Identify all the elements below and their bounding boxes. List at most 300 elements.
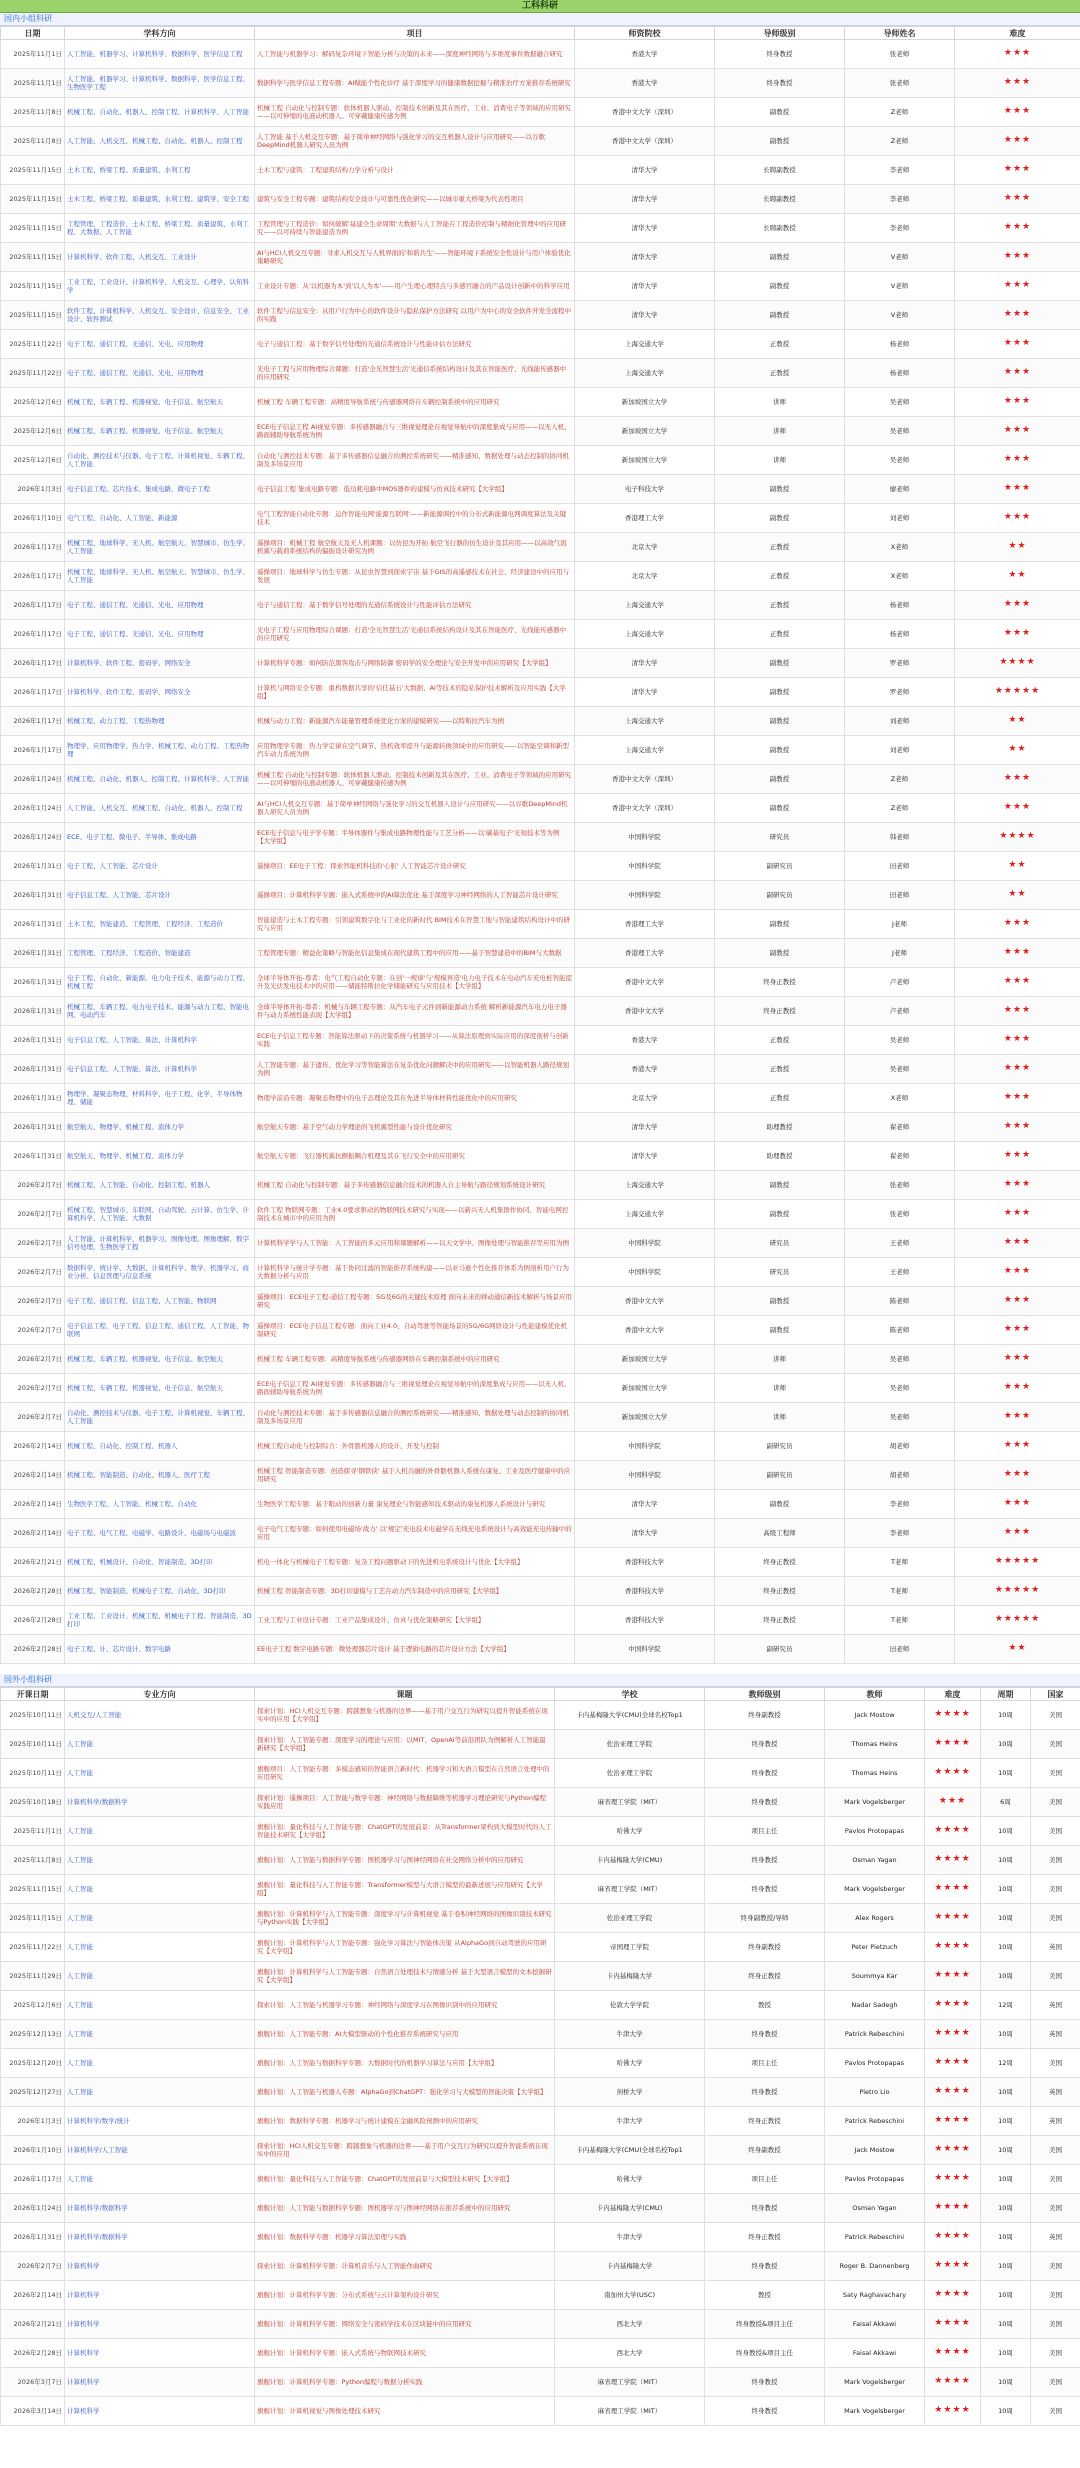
cell-difficulty[interactable]: ★★★ [955, 910, 1080, 939]
cell-major[interactable]: 电子工程、通信工程、光通信、光电、应用物理 [65, 359, 255, 388]
cell-major[interactable]: 电子信息工程、电子工程、信息工程、通信工程、人工智能、物联网 [65, 1316, 255, 1345]
cell-period[interactable]: 10周 [981, 1817, 1031, 1846]
cell-topic[interactable]: 探索计划：人工智能与机器学习专题：神经网络与深度学习在图像识别中的应用研究 [255, 1991, 555, 2020]
cell-school[interactable]: 上海交通大学 [575, 1171, 715, 1200]
cell-school[interactable]: 香港中文大学 [575, 1316, 715, 1345]
cell-level[interactable]: 终身教授&项目主任 [705, 2310, 825, 2339]
cell-major[interactable]: 自动化、测控技术与仪器、电子工程、计算机视觉、车辆工程、人工智能 [65, 1403, 255, 1432]
cell-teacher[interactable]: Jack Mostow [825, 2136, 925, 2165]
cell-level[interactable]: 项目主任 [705, 2049, 825, 2078]
cell-project[interactable]: 物理学前沿专题：凝聚态物理中的电子态理论及其在先进半导体材料性能优化中的应用研究 [255, 1084, 575, 1113]
cell-difficulty[interactable]: ★★★ [955, 1229, 1080, 1258]
cell-date[interactable]: 2026年1月31日 [1, 2223, 65, 2252]
cell-major[interactable]: 人工智能 [65, 2020, 255, 2049]
table-row[interactable] [1, 98, 1080, 127]
cell-date[interactable]: 2025年10月11日 [1, 1701, 65, 1730]
table-row[interactable] [1, 1287, 1080, 1316]
cell-difficulty[interactable]: ★★★ [955, 794, 1080, 823]
cell-project[interactable]: 工业设计专题：从'以机器为本'到'以人为本'——用户生理心理特点与多感官融合的产品设计创新中的科学应用 [255, 272, 575, 301]
cell-major[interactable]: 人工智能、人机交互、机械工程、自动化、机器人、控制工程 [65, 794, 255, 823]
cell-major[interactable]: 计算机科学/数据科学 [65, 2223, 255, 2252]
cell-date[interactable]: 2025年11月15日 [1, 156, 65, 185]
table-row[interactable] [1, 939, 1080, 968]
cell-difficulty[interactable]: ★★★ [955, 446, 1080, 475]
cell-level[interactable]: 终身教授 [705, 1846, 825, 1875]
cell-country[interactable]: 美国 [1031, 1904, 1080, 1933]
cell-school[interactable]: 香港大学 [575, 1026, 715, 1055]
cell-tutor[interactable]: 吴老师 [845, 388, 955, 417]
cell-date[interactable]: 2026年2月14日 [1, 1519, 65, 1548]
cell-difficulty[interactable]: ★★★ [955, 1403, 1080, 1432]
cell-difficulty[interactable]: ★★★★ [925, 1875, 981, 1904]
cell-school[interactable]: 牛津大学 [555, 2020, 705, 2049]
table-row[interactable] [1, 243, 1080, 272]
table-row[interactable] [1, 1171, 1080, 1200]
cell-difficulty[interactable]: ★★★ [955, 301, 1080, 330]
cell-country[interactable]: 美国 [1031, 2252, 1080, 2281]
cell-date[interactable]: 2026年1月24日 [1, 765, 65, 794]
cell-difficulty[interactable]: ★★★★★ [955, 1606, 1080, 1635]
cell-difficulty[interactable]: ★★★★ [925, 1759, 981, 1788]
cell-date[interactable]: 2026年1月17日 [1, 707, 65, 736]
table-row[interactable] [1, 910, 1080, 939]
cell-level[interactable]: 副教授 [715, 1287, 845, 1316]
cell-difficulty[interactable]: ★★★ [955, 1519, 1080, 1548]
table-row[interactable] [1, 1577, 1080, 1606]
cell-project[interactable]: 计算机科学专题：如何防范黑客攻击与网络防御 密码学的安全理论与安全开发中的应用研究【大学组】 [255, 649, 575, 678]
cell-tutor[interactable]: X老师 [845, 562, 955, 591]
cell-period[interactable]: 10周 [981, 2397, 1031, 2426]
cell-date[interactable]: 2026年1月17日 [1, 533, 65, 562]
cell-teacher[interactable]: Mark Vogelsberger [825, 1875, 925, 1904]
cell-difficulty[interactable]: ★★★ [955, 1142, 1080, 1171]
cell-tutor[interactable]: 吴老师 [845, 1374, 955, 1403]
cell-difficulty[interactable]: ★★★★ [925, 2281, 981, 2310]
cell-school[interactable]: 佐治亚理工学院 [555, 1759, 705, 1788]
cell-tutor[interactable]: J老师 [845, 910, 955, 939]
cell-major[interactable]: 电子信息工程、人工智能、算法、计算机科学 [65, 1055, 255, 1084]
cell-major[interactable]: 机械工程、车辆工程、机器视觉、电子信息、航空航天 [65, 1345, 255, 1374]
cell-topic[interactable]: 旗舰计划：计算机科学与人工智能专题：强化学习算法与智能体决策 从AlphaGo到自动驾驶的应用研究【大学组】 [255, 1933, 555, 1962]
cell-school[interactable]: 新加坡国立大学 [575, 1374, 715, 1403]
cell-country[interactable]: 美国 [1031, 1962, 1080, 1991]
cell-date[interactable]: 2025年11月8日 [1, 1846, 65, 1875]
cell-project[interactable]: AI与HCI人机交互专题：基于简单神经网络与强化学习的交互机器人设计与应用研究——以谷歌DeepMind机器人研究人员为例 [255, 794, 575, 823]
cell-level[interactable]: 终身教授 [705, 2020, 825, 2049]
cell-major[interactable]: 计算机科学 [65, 2310, 255, 2339]
cell-teacher[interactable]: Pavlos Protopapas [825, 2165, 925, 2194]
cell-topic[interactable]: 旗舰计划：人工智能与数据科学专题：大数据时代的机器学习算法与应用【大学组】 [255, 2049, 555, 2078]
cell-difficulty[interactable]: ★★ [955, 533, 1080, 562]
cell-period[interactable]: 10周 [981, 2194, 1031, 2223]
cell-school[interactable]: 清华大学 [575, 1113, 715, 1142]
cell-school[interactable]: 清华大学 [575, 649, 715, 678]
cell-teacher[interactable]: Osman Yagan [825, 1846, 925, 1875]
cell-major[interactable]: 物理学、凝聚态物理、材料科学、电子工程、化学、半导体物理、储能 [65, 1084, 255, 1113]
table-row[interactable] [1, 214, 1080, 243]
cell-major[interactable]: 工程管理、工程造价、土木工程、桥梁工程、质量建筑、水利工程、大数据、人工智能 [65, 214, 255, 243]
cell-tutor[interactable]: T老师 [845, 1577, 955, 1606]
cell-date[interactable]: 2025年12月6日 [1, 417, 65, 446]
cell-tutor[interactable]: 陈老师 [845, 1316, 955, 1345]
cell-difficulty[interactable]: ★★★★ [925, 2223, 981, 2252]
table-row[interactable] [1, 40, 1080, 69]
cell-tutor[interactable]: X老师 [845, 533, 955, 562]
cell-major[interactable]: 电气工程、自动化、人工智能、新能源 [65, 504, 255, 533]
cell-school[interactable]: 上海交通大学 [575, 1200, 715, 1229]
cell-major[interactable]: 电子信息工程、人工智能、芯片设计 [65, 881, 255, 910]
table-row[interactable] [1, 2252, 1080, 2281]
cell-level[interactable]: 终身正教授 [715, 997, 845, 1026]
table-row[interactable] [1, 794, 1080, 823]
cell-country[interactable]: 美国 [1031, 1846, 1080, 1875]
cell-difficulty[interactable]: ★★★★ [925, 2252, 981, 2281]
table-row[interactable] [1, 736, 1080, 765]
cell-topic[interactable]: 旗舰计划：计算机视觉与图像处理技术研究 [255, 2397, 555, 2426]
cell-project[interactable]: 机械工程 自动化与控制专题：软体机器人驱动、控制技术创新及其在医疗、工业、消费电子等领域的应用研究——以可伸缩的电液动机器人、可穿戴健康传感为例 [255, 765, 575, 794]
cell-school[interactable]: 哈佛大学 [555, 2165, 705, 2194]
cell-tutor[interactable]: 吴老师 [845, 417, 955, 446]
cell-level[interactable]: 副研究员 [715, 881, 845, 910]
cell-difficulty[interactable]: ★★★★ [925, 1904, 981, 1933]
cell-project[interactable]: 人工智能专题：基于遗传、优化学习等智能算法在复杂优化问题解决中的应用研究——以智能机器人路径规划为例 [255, 1055, 575, 1084]
cell-tutor[interactable]: 田老师 [845, 852, 955, 881]
cell-country[interactable]: 美国 [1031, 2310, 1080, 2339]
cell-date[interactable]: 2026年1月31日 [1, 1113, 65, 1142]
cell-school[interactable]: 剑桥大学 [555, 2078, 705, 2107]
cell-project[interactable]: 全球半导体开拓-尊者：机械与车辆工程专题：从汽车电子元件到新能源动力系统 解析新能源汽车电力电子器件与动力系统性能表现【大学组】 [255, 997, 575, 1026]
cell-difficulty[interactable]: ★★ [955, 852, 1080, 881]
cell-difficulty[interactable]: ★★★ [955, 185, 1080, 214]
cell-level[interactable]: 高级工程师 [715, 1519, 845, 1548]
cell-date[interactable]: 2025年10月11日 [1, 1759, 65, 1788]
cell-school[interactable]: 清华大学 [575, 243, 715, 272]
cell-difficulty[interactable]: ★★★★ [925, 2165, 981, 2194]
cell-project[interactable]: 计算机科学学与人工智能：人工智能的多元应用和课题解析——以天文学中、图像处理与智能推荐等应用为例 [255, 1229, 575, 1258]
cell-date[interactable]: 2025年12月6日 [1, 1991, 65, 2020]
cell-project[interactable]: 人工智能 基于人机交互专题：基于简单神经网络与强化学习的交互机器人设计与应用研究——以谷歌DeepMind机器人研究人员为例 [255, 127, 575, 156]
cell-level[interactable]: 项目主任 [705, 1817, 825, 1846]
cell-school[interactable]: 伦敦大学学院 [555, 1991, 705, 2020]
cell-major[interactable]: 计算机科学、软件工程、人机交互、工业设计 [65, 243, 255, 272]
cell-level[interactable]: 讲师 [715, 1374, 845, 1403]
cell-project[interactable]: 机械工程 车辆工程专题：高精度导航系统与传感器网络在车辆控制系统中的应用研究 [255, 388, 575, 417]
cell-school[interactable]: 中国科学院 [575, 823, 715, 852]
table-row[interactable] [1, 562, 1080, 591]
cell-level[interactable]: 终身教授 [705, 1788, 825, 1817]
cell-level[interactable]: 讲师 [715, 388, 845, 417]
table-row[interactable] [1, 1200, 1080, 1229]
cell-date[interactable]: 2026年1月17日 [1, 562, 65, 591]
cell-date[interactable]: 2026年2月7日 [1, 1403, 65, 1432]
cell-topic[interactable]: 旗舰计划：计算机科学专题：Python编程与数据分析实践 [255, 2368, 555, 2397]
cell-period[interactable]: 10周 [981, 1759, 1031, 1788]
cell-project[interactable]: 软件工程 物联网专题：工业4.0要求驱动的物联网技术研究与实现——以新兴无人机集群作协同、智能电网控制技术在城市中的应用为例 [255, 1200, 575, 1229]
table-row[interactable] [1, 2107, 1080, 2136]
cell-major[interactable]: 人机交互/人工智能 [65, 1701, 255, 1730]
cell-tutor[interactable]: 田老师 [845, 881, 955, 910]
cell-major[interactable]: 工业工程、工业设计、计算机科学、人机交互、心理学、认知科学 [65, 272, 255, 301]
cell-difficulty[interactable]: ★★★★★ [955, 1577, 1080, 1606]
cell-school[interactable]: 牛津大学 [555, 2107, 705, 2136]
cell-school[interactable]: 帝国理工学院 [555, 1933, 705, 1962]
table-row[interactable] [1, 1113, 1080, 1142]
cell-country[interactable]: 美国 [1031, 2281, 1080, 2310]
cell-date[interactable]: 2026年1月31日 [1, 1026, 65, 1055]
cell-tutor[interactable]: 胡老师 [845, 1461, 955, 1490]
cell-topic[interactable]: 旗舰计划：计算机科学专题：网络安全与密码学技术在区块链中的应用研究 [255, 2310, 555, 2339]
cell-project[interactable]: 工业工程与工业设计专题：工业产品集成设计、仿真与优化策略研究【大学组】 [255, 1606, 575, 1635]
cell-difficulty[interactable]: ★★★ [955, 1113, 1080, 1142]
cell-major[interactable]: 人工智能、机器学习、计算机科学、数据科学、医学信息工程 [65, 40, 255, 69]
cell-period[interactable]: 10周 [981, 2223, 1031, 2252]
table-row[interactable] [1, 1461, 1080, 1490]
cell-date[interactable]: 2026年1月31日 [1, 881, 65, 910]
cell-school[interactable]: 中国科学院 [575, 1432, 715, 1461]
cell-date[interactable]: 2026年1月17日 [1, 2165, 65, 2194]
cell-level[interactable]: 副教授 [715, 939, 845, 968]
cell-major[interactable]: 计算机科学/数据科学 [65, 2194, 255, 2223]
cell-school[interactable]: 清华大学 [575, 185, 715, 214]
table-row[interactable] [1, 1548, 1080, 1577]
cell-difficulty[interactable]: ★★ [955, 736, 1080, 765]
cell-level[interactable]: 助理教授 [715, 1142, 845, 1171]
cell-period[interactable]: 12周 [981, 1991, 1031, 2020]
cell-major[interactable]: 航空航天、物理学、机械工程、流体力学 [65, 1142, 255, 1171]
cell-major[interactable]: 电子工程、通信工程、光通信、光电、应用物理 [65, 620, 255, 649]
cell-major[interactable]: 机械工程、车辆工程、机器视觉、电子信息、航空航天 [65, 417, 255, 446]
table-row[interactable] [1, 1490, 1080, 1519]
cell-difficulty[interactable]: ★★★ [955, 1171, 1080, 1200]
cell-major[interactable]: 机械工程、自动化、控制工程、机器人 [65, 1432, 255, 1461]
cell-school[interactable]: 牛津大学 [555, 2223, 705, 2252]
cell-project[interactable]: ECE电子信息工程专题：智能算法驱动下的决策系统与机器学习——从算法原理到实际应用的深度剖析与创新实践 [255, 1026, 575, 1055]
cell-tutor[interactable]: 刘老师 [845, 504, 955, 533]
cell-period[interactable]: 10周 [981, 1701, 1031, 1730]
cell-major[interactable]: 计算机科学/数据科学 [65, 1788, 255, 1817]
table-row[interactable] [1, 156, 1080, 185]
cell-date[interactable]: 2026年1月10日 [1, 2136, 65, 2165]
cell-school[interactable]: 清华大学 [575, 1519, 715, 1548]
cell-project[interactable]: 智能建造与土木工程专题：引领建筑数字化与工业化的新时代 BIM技术在智慧工地与智能建筑结构设计中的研究与应用 [255, 910, 575, 939]
cell-date[interactable]: 2025年11月15日 [1, 214, 65, 243]
cell-major[interactable]: 人工智能、人机交互、机械工程、自动化、机器人、控制工程 [65, 127, 255, 156]
cell-school[interactable]: 哈佛大学 [555, 1817, 705, 1846]
table-row[interactable] [1, 823, 1080, 852]
cell-school[interactable]: 香港科技大学 [575, 1606, 715, 1635]
cell-topic[interactable]: 旗舰计划：人工智能与机器人专题：AlphaGo到ChatGPT：强化学习与大模型的智能决策【大学组】 [255, 2078, 555, 2107]
cell-teacher[interactable]: Pavlos Protopapas [825, 2049, 925, 2078]
cell-teacher[interactable]: Thomas Heins [825, 1730, 925, 1759]
cell-difficulty[interactable]: ★★★★ [955, 823, 1080, 852]
cell-project[interactable]: 工程管理专题：精益化策略与智能化信息集成在现代建筑工程中的应用——基于智慧建造中的BIM与大数据 [255, 939, 575, 968]
cell-level[interactable]: 副教授 [715, 1490, 845, 1519]
cell-level[interactable]: 副教授 [715, 1316, 845, 1345]
cell-school[interactable]: 香港科技大学 [575, 1577, 715, 1606]
cell-major[interactable]: 机械工程、智慧城市、车联网、自动驾驶、云计算、仿生学、计算机科学、人工智能、大数据 [65, 1200, 255, 1229]
cell-difficulty[interactable]: ★★★ [955, 997, 1080, 1026]
cell-level[interactable]: 副教授 [715, 475, 845, 504]
cell-project[interactable]: 软件工程与信息安全：从用户行为中心的软件设计与隐私保护方法研究 以用户为中心的安全软件开发全流程中的实践 [255, 301, 575, 330]
table-row[interactable] [1, 417, 1080, 446]
cell-date[interactable]: 2026年1月31日 [1, 1084, 65, 1113]
cell-level[interactable]: 讲师 [715, 1345, 845, 1374]
cell-tutor[interactable]: 杨老师 [845, 620, 955, 649]
cell-difficulty[interactable]: ★★★★ [925, 2020, 981, 2049]
cell-school[interactable]: 香港中文大学（深圳） [575, 127, 715, 156]
cell-country[interactable]: 英国 [1031, 1991, 1080, 2020]
cell-date[interactable]: 2025年10月18日 [1, 1788, 65, 1817]
cell-school[interactable]: 上海交通大学 [575, 736, 715, 765]
cell-level[interactable]: 长聘副教授 [715, 156, 845, 185]
cell-level[interactable]: 终身教授 [705, 2194, 825, 2223]
cell-project[interactable]: 航空航天专题：基于空气动力学理论的飞机翼型性能与设计优化研究 [255, 1113, 575, 1142]
cell-project[interactable]: EE电子工程 数字电路专题：微处理器芯片设计 基于逻辑电路的芯片设计方法【大学组】 [255, 1635, 575, 1664]
cell-major[interactable]: 机械工程、智能制造、自动化、机器人、医疗工程 [65, 1461, 255, 1490]
cell-teacher[interactable]: Soummya Kar [825, 1962, 925, 1991]
cell-tutor[interactable]: 吴老师 [845, 1403, 955, 1432]
cell-tutor[interactable]: 张老师 [845, 1200, 955, 1229]
cell-project[interactable]: 遥操项目：ECE电子信息工程专题：面向工业4.0、自动驾驶等智能场景的5G/6G网络设计与性能建模优化机制研究 [255, 1316, 575, 1345]
cell-topic[interactable]: 旗舰计划：数据科学专题：机器学习与统计建模在金融风险预测中的应用研究 [255, 2107, 555, 2136]
cell-school[interactable]: 香港中文大学（深圳） [575, 765, 715, 794]
cell-country[interactable]: 美国 [1031, 1817, 1080, 1846]
cell-date[interactable]: 2025年11月15日 [1, 1875, 65, 1904]
cell-major[interactable]: 计算机科学、软件工程、密码学、网络安全 [65, 678, 255, 707]
cell-teacher[interactable]: Mark Vogelsberger [825, 2368, 925, 2397]
cell-project[interactable]: 自动化与测控技术专题：基于多传感器信息融合的测控系统研究——精准感知、数据处理与动态控制的协同机制及多场景应用 [255, 446, 575, 475]
cell-country[interactable]: 美国 [1031, 2194, 1080, 2223]
cell-date[interactable]: 2025年11月1日 [1, 40, 65, 69]
cell-tutor[interactable]: V老师 [845, 301, 955, 330]
cell-topic[interactable]: 旗舰计划：计算机科学专题：分布式系统与云计算架构设计研究 [255, 2281, 555, 2310]
cell-major[interactable]: 机械工程、车辆工程、机器视觉、电子信息、航空航天 [65, 388, 255, 417]
cell-date[interactable]: 2026年2月14日 [1, 1461, 65, 1490]
cell-level[interactable]: 项目主任 [705, 2165, 825, 2194]
cell-period[interactable]: 10周 [981, 2368, 1031, 2397]
domestic-section-label[interactable]: 国内小组科研 [0, 13, 1080, 26]
cell-level[interactable]: 长聘副教授 [715, 185, 845, 214]
cell-difficulty[interactable]: ★★★ [955, 1084, 1080, 1113]
cell-school[interactable]: 哈佛大学 [555, 2049, 705, 2078]
cell-major[interactable]: 计算机科学 [65, 2252, 255, 2281]
cell-date[interactable]: 2026年2月21日 [1, 2310, 65, 2339]
cell-difficulty[interactable]: ★★★★ [925, 1846, 981, 1875]
cell-tutor[interactable]: 胡老师 [845, 1432, 955, 1461]
cell-school[interactable]: 新加坡国立大学 [575, 417, 715, 446]
cell-level[interactable]: 副教授 [715, 707, 845, 736]
cell-major[interactable]: 机械工程、自动化、机器人、控制工程、计算机科学、人工智能 [65, 765, 255, 794]
cell-level[interactable]: 教授 [705, 2281, 825, 2310]
cell-major[interactable]: 人工智能 [65, 1846, 255, 1875]
cell-level[interactable]: 终身教授 [705, 1759, 825, 1788]
cell-date[interactable]: 2025年11月8日 [1, 127, 65, 156]
cell-project[interactable]: AI与HCI人机交互专题：寻求人机交互与人机界面的'和谐共生'——智能环境下系统安全性设计与用户体验优化策略研究 [255, 243, 575, 272]
cell-date[interactable]: 2026年1月17日 [1, 620, 65, 649]
cell-major[interactable]: 电子信息工程、人工智能、算法、计算机科学 [65, 1026, 255, 1055]
cell-date[interactable]: 2025年11月15日 [1, 272, 65, 301]
cell-period[interactable]: 10周 [981, 2078, 1031, 2107]
cell-tutor[interactable]: Z老师 [845, 127, 955, 156]
table-row[interactable] [1, 1229, 1080, 1258]
table-row[interactable] [1, 1788, 1080, 1817]
cell-date[interactable]: 2025年11月8日 [1, 98, 65, 127]
cell-level[interactable]: 终身教授 [705, 1875, 825, 1904]
cell-difficulty[interactable]: ★★★★ [925, 1701, 981, 1730]
cell-major[interactable]: 机械工程、车辆工程、电力电子技术、能源与动力工程、智能电网、电动汽车 [65, 997, 255, 1026]
cell-school[interactable]: 卡内基梅隆大学(CMU)全球名校Top1 [555, 1701, 705, 1730]
cell-major[interactable]: 人工智能 [65, 1730, 255, 1759]
cell-major[interactable]: 人工智能 [65, 1875, 255, 1904]
cell-school[interactable]: 清华大学 [575, 214, 715, 243]
cell-school[interactable]: 中国科学院 [575, 881, 715, 910]
cell-level[interactable]: 副研究员 [715, 1635, 845, 1664]
table-row[interactable] [1, 272, 1080, 301]
cell-tutor[interactable]: 张老师 [845, 40, 955, 69]
cell-major[interactable]: 机械工程、地球科学、无人机、航空航天、智慧城市、仿生学、人工智能 [65, 562, 255, 591]
table-row[interactable] [1, 707, 1080, 736]
cell-level[interactable]: 正教授 [715, 330, 845, 359]
table-row[interactable] [1, 330, 1080, 359]
table-row[interactable] [1, 2194, 1080, 2223]
cell-tutor[interactable]: 杨老师 [845, 591, 955, 620]
cell-date[interactable]: 2026年2月14日 [1, 2281, 65, 2310]
cell-major[interactable]: 计算机科学/数学/统计 [65, 2107, 255, 2136]
cell-level[interactable]: 研究员 [715, 1229, 845, 1258]
cell-difficulty[interactable]: ★★★ [955, 1316, 1080, 1345]
cell-difficulty[interactable]: ★★★★ [925, 2049, 981, 2078]
cell-project[interactable]: 机械工程自动化与控制综合：外骨骼机器人的设计、开发与控制 [255, 1432, 575, 1461]
cell-date[interactable]: 2025年10月11日 [1, 1730, 65, 1759]
cell-level[interactable]: 终身正教授 [715, 968, 845, 997]
cell-tutor[interactable]: V老师 [845, 272, 955, 301]
cell-date[interactable]: 2026年1月31日 [1, 852, 65, 881]
cell-date[interactable]: 2026年2月14日 [1, 1432, 65, 1461]
cell-tutor[interactable]: J老师 [845, 939, 955, 968]
table-row[interactable] [1, 1519, 1080, 1548]
cell-major[interactable]: 土木工程、桥梁工程、质量建筑、水利工程 [65, 156, 255, 185]
cell-tutor[interactable]: 吴老师 [845, 1055, 955, 1084]
cell-major[interactable]: 人工智能 [65, 1991, 255, 2020]
cell-date[interactable]: 2025年11月22日 [1, 359, 65, 388]
cell-school[interactable]: 中国科学院 [575, 1258, 715, 1287]
cell-topic[interactable]: 旗舰计划：计算机科学专题：嵌入式系统与物联网技术研究 [255, 2339, 555, 2368]
cell-project[interactable]: 工程管理与工程造价：如何破解'基建全生命周期'大数据与人工智能在工程造价控制与精细化管理中的应用研究——以可持续与智能建造为例 [255, 214, 575, 243]
cell-major[interactable]: 计算机科学 [65, 2281, 255, 2310]
cell-teacher[interactable]: Faisal Akkawi [825, 2339, 925, 2368]
cell-difficulty[interactable]: ★★★ [955, 1026, 1080, 1055]
table-row[interactable] [1, 852, 1080, 881]
cell-difficulty[interactable]: ★★★ [955, 127, 1080, 156]
cell-school[interactable]: 清华大学 [575, 678, 715, 707]
cell-tutor[interactable]: 吴老师 [845, 1026, 955, 1055]
cell-topic[interactable]: 探索计划：HCI人机交互专题：跨越想象与机器的边界——基于用户交互行为研究以提升智能系统在现实中的应用 [255, 2136, 555, 2165]
cell-major[interactable]: 机械工程、地球科学、无人机、航空航天、智慧城市、仿生学、人工智能 [65, 533, 255, 562]
cell-tutor[interactable]: 吴老师 [845, 446, 955, 475]
cell-tutor[interactable]: X老师 [845, 1084, 955, 1113]
cell-date[interactable]: 2026年2月7日 [1, 1374, 65, 1403]
cell-school[interactable]: 新加坡国立大学 [575, 1345, 715, 1374]
cell-difficulty[interactable]: ★★ [955, 1635, 1080, 1664]
cell-teacher[interactable]: Nadar Sadegh [825, 1991, 925, 2020]
table-row[interactable] [1, 2397, 1080, 2426]
cell-school[interactable]: 麻省理工学院（MIT） [555, 1875, 705, 1904]
cell-difficulty[interactable]: ★★★ [955, 765, 1080, 794]
cell-difficulty[interactable]: ★★★ [955, 330, 1080, 359]
cell-difficulty[interactable]: ★★★★ [925, 2136, 981, 2165]
cell-difficulty[interactable]: ★★★ [955, 40, 1080, 69]
table-row[interactable] [1, 69, 1080, 98]
